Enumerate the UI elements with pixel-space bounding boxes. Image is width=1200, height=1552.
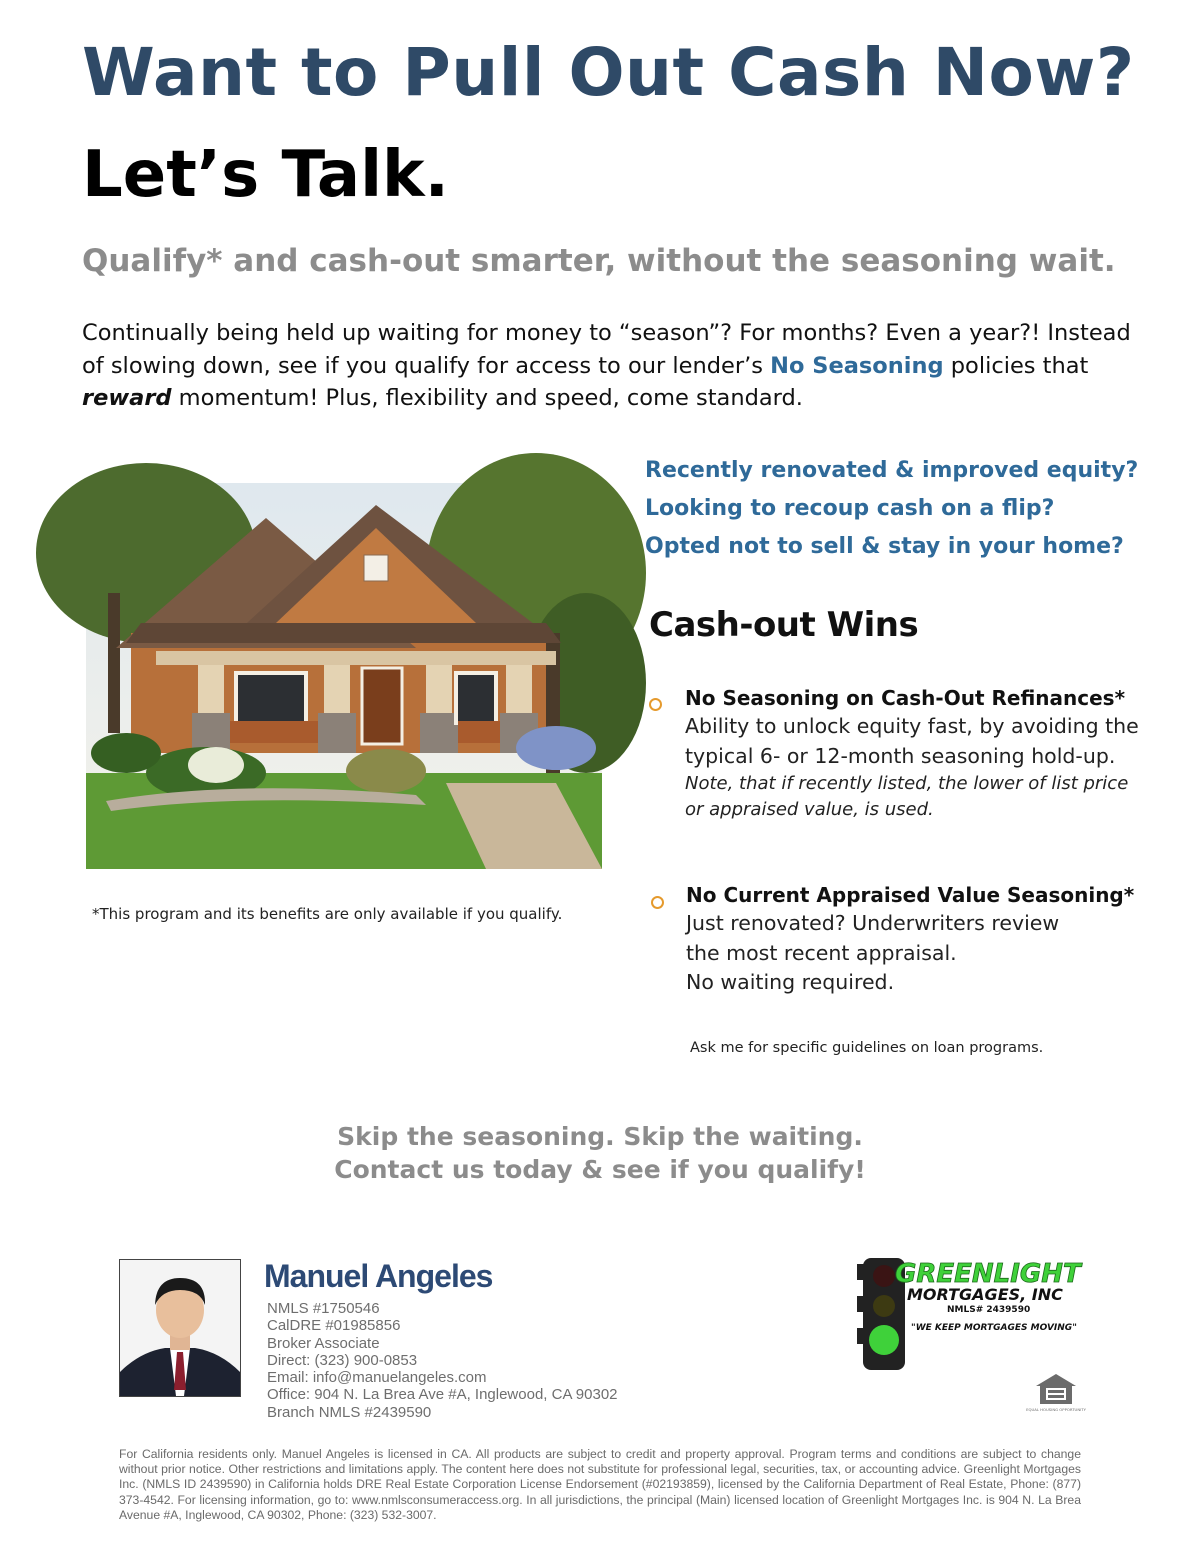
agent-portrait [120,1260,240,1396]
tagline: Let’s Talk. [82,138,449,212]
intro-highlight: No Seasoning [770,352,944,379]
win-text-line: No waiting required. [686,970,895,994]
intro-emphasis: reward [82,385,172,411]
house-photo [86,483,602,869]
logo-nmls: NMLS# 2439590 [947,1305,1031,1315]
win-title: No Current Appraised Value Seasoning* [686,883,1135,907]
win-text-line: the most recent appraisal. [686,940,957,965]
agent-photo [119,1259,241,1397]
agent-phone[interactable]: Direct: (323) 900-0853 [267,1351,418,1369]
question-item: Looking to recoup cash on a flip? [645,496,1055,521]
wins-heading: Cash-out Wins [649,605,919,645]
agent-details [267,1300,618,1421]
logo-slogan: "WE KEEP MORTGAGES MOVING" [911,1323,1077,1333]
program-disclaimer: *This program and its benefits are only available if you qualify. [92,905,563,923]
agent-name: Manuel Angeles [264,1258,493,1294]
subheadline: Qualify* and cash-out smarter, without the seasoning wait. [82,243,1116,279]
win-item [685,684,1145,823]
equal-housing-label: EQUAL HOUSING OPPORTUNITY [1026,1407,1086,1412]
house-outline-icon [1026,1370,1086,1418]
equal-housing-icon [1026,1370,1086,1418]
cta-line: Contact us today & see if you qualify! [334,1155,866,1184]
intro-text-3: momentum! Plus, flexibility and speed, come standard. [171,385,803,411]
intro-paragraph [82,317,1142,415]
win-text-line: Just renovated? Underwriters review [686,911,1060,935]
guidelines-note: Ask me for specific guidelines on loan programs. [690,1040,1044,1056]
cta-line: Skip the seasoning. Skip the waiting. [337,1122,863,1151]
win-item [686,881,1146,998]
traffic-light-icon [855,1254,1080,1374]
agent-email[interactable]: Email: info@manuelangeles.com [267,1369,487,1387]
legal-disclaimer: For California residents only. Manuel Angeles is licensed in CA. All products are subject to credit and property approval. Program terms and conditions are subject to change without prior notice. Other restrictions and limitations apply. The content here does not substitute for professional legal, securities, tax, or accounting advice. Greenlight Mortgages Inc. (NMLS ID 2439590) in California holds DRE Real Estate Corporation License Endorsement (#02193859), licensed by the California Department of Real Estate, Phone: (877) 373-4542. For licensing information, go to: www.nmlsconsumeraccess.org. In all jurisdictions, the principal (Main) licensed location of Greenlight Mortgages Inc. is 904 N. La Brea Avenue #A, Inglewood, CA 90302, Phone: (323) 532-3007. [119,1447,1081,1522]
bullet-circle-icon [649,698,662,711]
intro-text-2: policies that [943,352,1089,379]
agent-detail: NMLS #1750546 [267,1300,380,1317]
agent-detail: Branch NMLS #2439590 [267,1403,432,1421]
logo-wordmark: GREENLIGHT [895,1259,1081,1289]
logo-company: MORTGAGES, INC [907,1285,1063,1304]
win-text: Ability to unlock equity fast, by avoiding the typical 6- or 12-month seasoning hold-up. [685,714,1139,768]
question-item: Recently renovated & improved equity? [645,458,1139,483]
agent-detail: CalDRE #01985856 [267,1317,401,1335]
win-note: Note, that if recently listed, the lower of list price or appraised value, is used. [685,773,1129,820]
question-list [645,456,1138,570]
call-to-action [0,1120,1200,1186]
main-headline: Want to Pull Out Cash Now? [82,34,1135,111]
intro-text-1: Continually being held up waiting for money to “season”? For months? Even a year?! Instead of slowing down, see if you qualify for access to our lender’s [82,320,1131,379]
greenlight-logo [855,1254,1080,1374]
agent-detail: Broker Associate [267,1334,380,1352]
question-item: Opted not to sell & stay in your home? [645,534,1124,559]
win-title: No Seasoning on Cash-Out Refinances* [685,686,1126,710]
house-illustration [86,483,602,869]
bullet-circle-icon [651,896,664,909]
agent-detail: Office: 904 N. La Brea Ave #A, Inglewood, CA 90302 [267,1386,618,1404]
